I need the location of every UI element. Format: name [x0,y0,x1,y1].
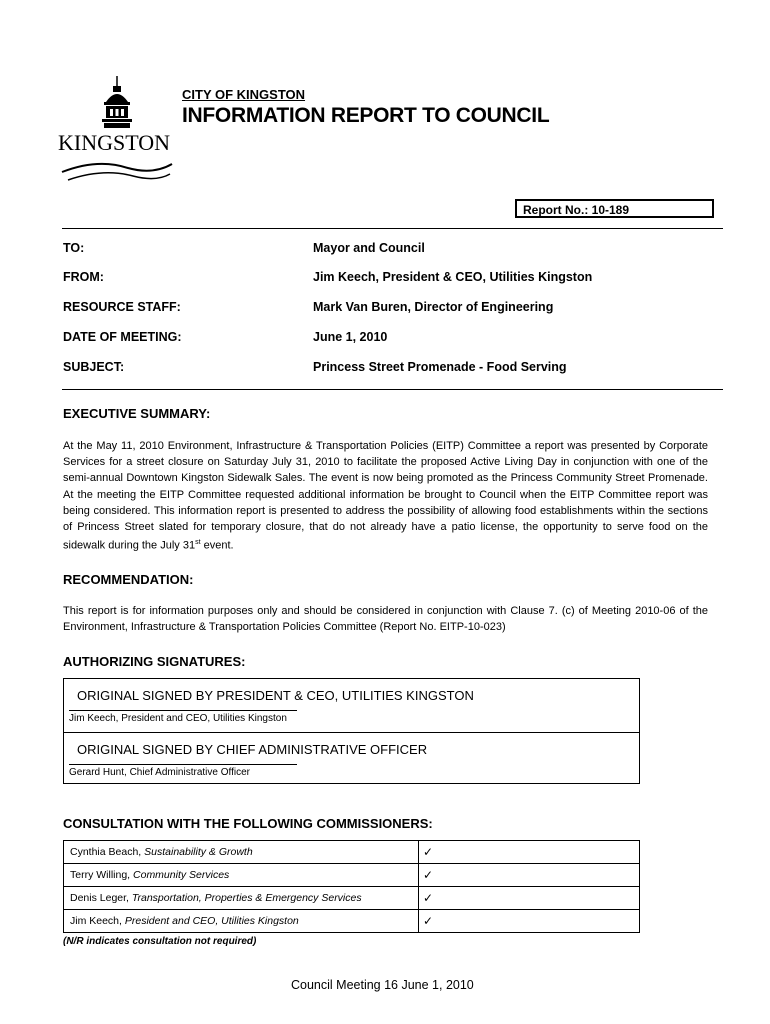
field-value-date: June 1, 2010 [313,330,388,344]
divider [62,228,723,229]
signature-row [64,732,639,786]
check-icon: ✓ [419,841,640,864]
signatures-table [63,678,640,784]
table-row [64,910,640,933]
logo-wordmark: KINGSTON [58,130,171,155]
consultation-heading: CONSULTATION WITH THE FOLLOWING COMMISSIONERS: [63,816,433,831]
field-label-to: TO: [63,241,85,255]
table-row [64,887,640,910]
signature-status: ORIGINAL SIGNED BY CHIEF ADMINISTRATIVE OFFICER [77,742,428,757]
consultation-note: (N/R indicates consultation not required) [63,936,257,947]
divider [62,389,723,390]
field-value-to: Mayor and Council [313,241,425,255]
signature-line [69,764,297,765]
table-row [64,864,640,887]
field-label-resource-staff: RESOURCE STAFF: [63,300,181,314]
report-title: INFORMATION REPORT TO COUNCIL [182,104,550,127]
executive-summary-text: At the May 11, 2010 Environment, Infrastructure & Transportation Policies (EITP) Committee a report was presented by Corporate Services for a street closure on Saturday July 31, 2010 to facilitate the proposed Active Living Day in conjunction with one of the semi-annual Downtown Kingston Sidewalk Sales. The event is now being promoted as the Princess Community Street Promenade. At the meeting the EITP Committee requested additional information be brought to Council when the EITP Committee report was being considered. This information report is presented to address the possibility of allowing food establishments within the sections of Princess Street slated for temporary closure, that do not already have a patio license, the opportunity to serve food on the sidewalk during the July 31st event. [63,440,708,552]
field-label-subject: SUBJECT: [63,360,125,374]
city-logo [58,76,176,188]
field-label-date: DATE OF MEETING: [63,330,182,344]
field-label-from: FROM: [63,270,104,284]
check-icon: ✓ [419,910,640,933]
signature-row [64,679,639,732]
commissioner-cell: Cynthia Beach, Sustainability & Growth [64,841,419,864]
commissioner-cell: Jim Keech, President and CEO, Utilities Kingston [64,910,419,933]
commissioner-cell: Terry Willing, Community Services [64,864,419,887]
signatory-name: Gerard Hunt, Chief Administrative Officer [69,767,250,778]
report-number: Report No.: 10-189 [515,199,714,218]
field-value-from: Jim Keech, President & CEO, Utilities Kingston [313,270,593,284]
recommendation-text: This report is for information purposes only and should be considered in conjunction with Clause 7. (c) of Meeting 2010-06 of the Environment, Infrastructure & Transportation Policies Committee (Report No. EITP-10-023) [63,605,708,634]
signatures-heading: AUTHORIZING SIGNATURES: [63,654,246,669]
consultation-table [63,840,640,933]
table-row [64,841,640,864]
check-icon: ✓ [419,887,640,910]
page-footer: Council Meeting 16 June 1, 2010 [291,978,474,992]
signature-line [69,710,297,711]
field-value-subject: Princess Street Promenade - Food Serving [313,360,567,374]
commissioner-cell: Denis Leger, Transportation, Properties & Emergency Services [64,887,419,910]
signature-status: ORIGINAL SIGNED BY PRESIDENT & CEO, UTILITIES KINGSTON [77,688,474,703]
check-icon: ✓ [419,864,640,887]
field-value-resource-staff: Mark Van Buren, Director of Engineering [313,300,554,314]
recommendation-heading: RECOMMENDATION: [63,572,194,587]
executive-summary-heading: EXECUTIVE SUMMARY: [63,406,211,421]
signatory-name: Jim Keech, President and CEO, Utilities Kingston [69,713,287,724]
city-name: CITY OF KINGSTON [182,87,306,102]
